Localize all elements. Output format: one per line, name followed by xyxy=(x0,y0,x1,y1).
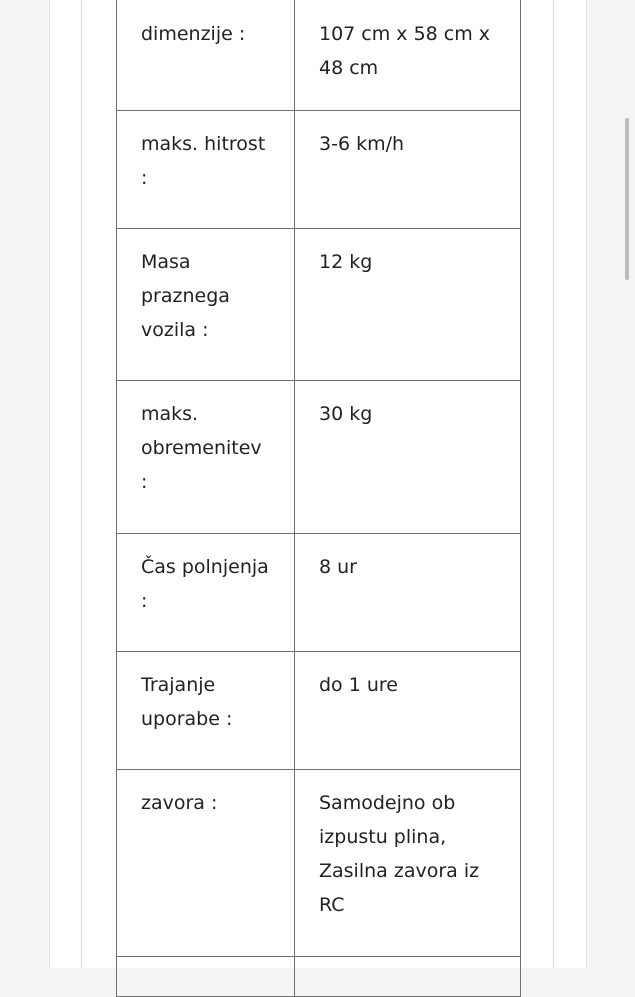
spec-label: zavora : xyxy=(117,770,295,957)
spec-value: 12 kg xyxy=(295,229,521,381)
spec-value: 8 ur xyxy=(295,534,521,652)
table-row xyxy=(117,770,521,957)
spec-value: Samodejno ob izpustu plina, Zasilna zavora iz RC xyxy=(295,770,521,957)
table-row xyxy=(117,534,521,652)
table-row xyxy=(117,111,521,229)
scrollbar-thumb[interactable] xyxy=(625,118,629,280)
spec-label: Masa praznega vozila : xyxy=(117,229,295,381)
table-row xyxy=(117,381,521,534)
table-row xyxy=(117,957,521,997)
spec-label: dimenzije : xyxy=(117,0,295,111)
table-row xyxy=(117,652,521,770)
specifications-table xyxy=(116,0,521,997)
spec-value: 30 kg xyxy=(295,381,521,534)
spec-value: do 1 ure xyxy=(295,652,521,770)
table-row xyxy=(117,229,521,381)
spec-label: Čas polnjenja : xyxy=(117,534,295,652)
spec-value: 107 cm x 58 cm x 48 cm xyxy=(295,0,521,111)
spec-label xyxy=(117,957,295,997)
table-row xyxy=(117,0,521,111)
spec-label: Trajanje uporabe : xyxy=(117,652,295,770)
spec-label: maks. hitrost : xyxy=(117,111,295,229)
spec-value: 3-6 km/h xyxy=(295,111,521,229)
spec-label: maks. obremenitev : xyxy=(117,381,295,534)
spec-value xyxy=(295,957,521,997)
